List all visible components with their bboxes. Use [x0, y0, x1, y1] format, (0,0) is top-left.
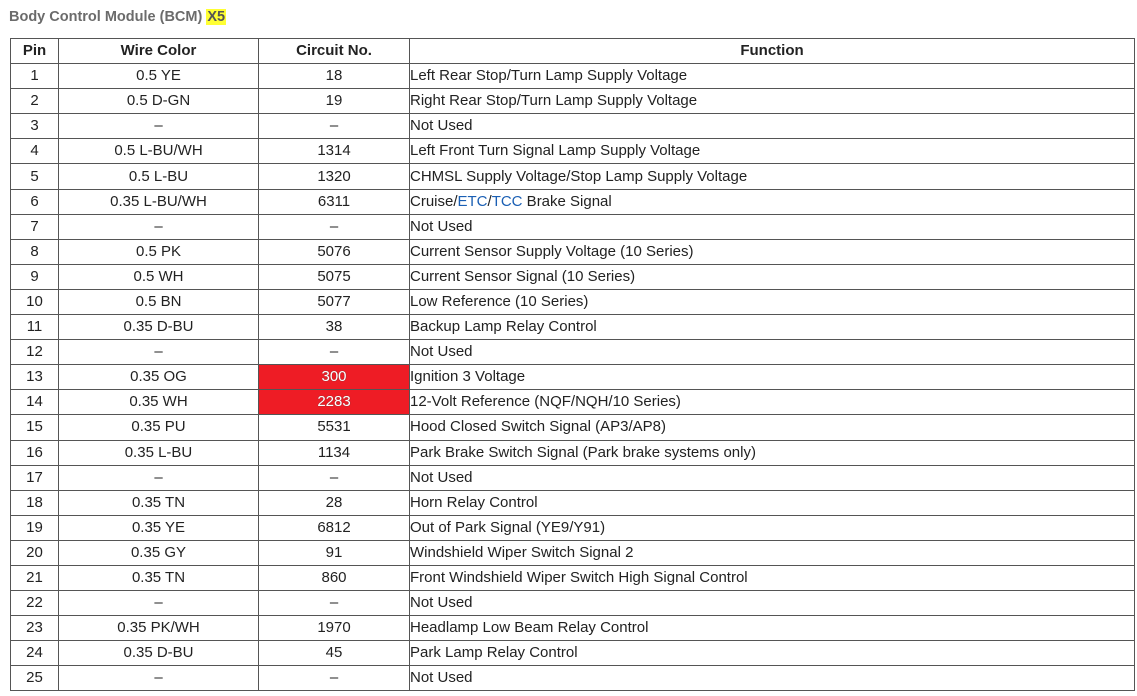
function-cell: Ignition 3 Voltage	[410, 365, 1135, 390]
table-row	[11, 365, 1135, 390]
circuit-cell: 18	[259, 64, 410, 89]
function-cell: Left Rear Stop/Turn Lamp Supply Voltage	[410, 64, 1135, 89]
function-cell: Not Used	[410, 465, 1135, 490]
pin-cell: 7	[11, 214, 59, 239]
pin-cell: 22	[11, 591, 59, 616]
wire-color-cell: 0.35 OG	[59, 365, 259, 390]
pin-cell: 8	[11, 239, 59, 264]
function-cell: Current Sensor Signal (10 Series)	[410, 264, 1135, 289]
pin-cell: 21	[11, 565, 59, 590]
pin-cell: 6	[11, 189, 59, 214]
pin-cell: 20	[11, 540, 59, 565]
wire-color-cell: 0.5 BN	[59, 289, 259, 314]
circuit-cell: 5077	[259, 289, 410, 314]
circuit-cell: 6311	[259, 189, 410, 214]
function-cell: Horn Relay Control	[410, 490, 1135, 515]
table-row	[11, 390, 1135, 415]
title-text: Body Control Module (BCM)	[9, 9, 203, 25]
circuit-cell: 860	[259, 565, 410, 590]
circuit-cell: 38	[259, 315, 410, 340]
function-cell	[410, 189, 1135, 214]
wire-color-cell: –	[59, 114, 259, 139]
wire-color-cell: 0.5 L-BU/WH	[59, 139, 259, 164]
wire-color-cell: 0.5 L-BU	[59, 164, 259, 189]
table-row	[11, 540, 1135, 565]
circuit-cell: 1134	[259, 440, 410, 465]
circuit-cell: 91	[259, 540, 410, 565]
pin-cell: 18	[11, 490, 59, 515]
circuit-cell: –	[259, 465, 410, 490]
wire-color-cell: 0.5 WH	[59, 264, 259, 289]
function-cell: Current Sensor Supply Voltage (10 Series)	[410, 239, 1135, 264]
wire-color-cell: –	[59, 465, 259, 490]
function-cell: Out of Park Signal (YE9/Y91)	[410, 515, 1135, 540]
wire-color-cell: 0.5 YE	[59, 64, 259, 89]
function-cell: Hood Closed Switch Signal (AP3/AP8)	[410, 415, 1135, 440]
function-cell: 12-Volt Reference (NQF/NQH/10 Series)	[410, 390, 1135, 415]
circuit-cell: 5076	[259, 239, 410, 264]
table-row	[11, 64, 1135, 89]
function-link[interactable]: TCC	[491, 192, 523, 210]
wire-color-cell: 0.35 D-BU	[59, 315, 259, 340]
wire-color-cell: 0.5 D-GN	[59, 89, 259, 114]
wire-color-cell: –	[59, 214, 259, 239]
circuit-cell: –	[259, 340, 410, 365]
function-cell: Low Reference (10 Series)	[410, 289, 1135, 314]
wire-color-cell: 0.35 WH	[59, 390, 259, 415]
function-text: Cruise/	[410, 192, 458, 210]
circuit-cell: 1314	[259, 139, 410, 164]
wire-color-cell: 0.35 PU	[59, 415, 259, 440]
table-row	[11, 515, 1135, 540]
function-cell: Windshield Wiper Switch Signal 2	[410, 540, 1135, 565]
table-header-row	[11, 39, 1135, 64]
function-cell: Headlamp Low Beam Relay Control	[410, 616, 1135, 641]
circuit-cell: 300	[259, 365, 410, 390]
circuit-cell: –	[259, 114, 410, 139]
circuit-cell: 5531	[259, 415, 410, 440]
table-row	[11, 415, 1135, 440]
header-wire-color: Wire Color	[59, 39, 259, 64]
pin-cell: 5	[11, 164, 59, 189]
table-row	[11, 139, 1135, 164]
table-row	[11, 440, 1135, 465]
pin-cell: 9	[11, 264, 59, 289]
wire-color-cell: –	[59, 340, 259, 365]
function-text: Brake Signal	[522, 192, 612, 210]
wire-color-cell: 0.35 TN	[59, 565, 259, 590]
function-link[interactable]: ETC	[457, 192, 488, 210]
table-row	[11, 189, 1135, 214]
pin-cell: 23	[11, 616, 59, 641]
connector-label: X5	[207, 9, 226, 25]
table-row	[11, 289, 1135, 314]
table-row	[11, 114, 1135, 139]
function-cell: CHMSL Supply Voltage/Stop Lamp Supply Voltage	[410, 164, 1135, 189]
function-cell: Front Windshield Wiper Switch High Signal Control	[410, 565, 1135, 590]
circuit-cell: 2283	[259, 390, 410, 415]
circuit-cell: 45	[259, 641, 410, 666]
table-body	[11, 64, 1135, 691]
pin-cell: 10	[11, 289, 59, 314]
pin-cell: 14	[11, 390, 59, 415]
table-row	[11, 465, 1135, 490]
wire-color-cell: 0.35 D-BU	[59, 641, 259, 666]
table-row	[11, 666, 1135, 691]
pin-cell: 17	[11, 465, 59, 490]
pin-cell: 19	[11, 515, 59, 540]
circuit-cell: 5075	[259, 264, 410, 289]
table-row	[11, 641, 1135, 666]
header-circuit-no: Circuit No.	[259, 39, 410, 64]
pin-cell: 25	[11, 666, 59, 691]
pin-cell: 3	[11, 114, 59, 139]
function-cell: Not Used	[410, 591, 1135, 616]
function-cell: Backup Lamp Relay Control	[410, 315, 1135, 340]
pinout-table	[10, 38, 1135, 691]
table-row	[11, 490, 1135, 515]
table-row	[11, 239, 1135, 264]
wire-color-cell: 0.35 L-BU	[59, 440, 259, 465]
table-row	[11, 591, 1135, 616]
function-cell: Not Used	[410, 114, 1135, 139]
function-cell: Left Front Turn Signal Lamp Supply Voltage	[410, 139, 1135, 164]
table-row	[11, 214, 1135, 239]
pin-cell: 15	[11, 415, 59, 440]
pin-cell: 1	[11, 64, 59, 89]
function-text: /	[487, 192, 492, 210]
circuit-cell: –	[259, 214, 410, 239]
function-cell: Not Used	[410, 214, 1135, 239]
wire-color-cell: –	[59, 591, 259, 616]
page-title	[9, 7, 226, 27]
wire-color-cell: 0.35 PK/WH	[59, 616, 259, 641]
pin-cell: 11	[11, 315, 59, 340]
circuit-cell: 1320	[259, 164, 410, 189]
table-row	[11, 264, 1135, 289]
table-row	[11, 565, 1135, 590]
table-row	[11, 315, 1135, 340]
wire-color-cell: 0.35 GY	[59, 540, 259, 565]
function-cell: Park Brake Switch Signal (Park brake systems only)	[410, 440, 1135, 465]
pin-cell: 13	[11, 365, 59, 390]
pin-cell: 16	[11, 440, 59, 465]
pin-cell: 24	[11, 641, 59, 666]
circuit-cell: 1970	[259, 616, 410, 641]
wire-color-cell: 0.35 L-BU/WH	[59, 189, 259, 214]
table-row	[11, 89, 1135, 114]
pin-cell: 2	[11, 89, 59, 114]
function-cell: Not Used	[410, 340, 1135, 365]
circuit-cell: 19	[259, 89, 410, 114]
circuit-cell: 28	[259, 490, 410, 515]
table-row	[11, 340, 1135, 365]
pin-cell: 4	[11, 139, 59, 164]
function-cell: Not Used	[410, 666, 1135, 691]
header-function: Function	[410, 39, 1135, 64]
table-row	[11, 616, 1135, 641]
wire-color-cell: 0.5 PK	[59, 239, 259, 264]
table-row	[11, 164, 1135, 189]
circuit-cell: –	[259, 591, 410, 616]
wire-color-cell: –	[59, 666, 259, 691]
circuit-cell: 6812	[259, 515, 410, 540]
wire-color-cell: 0.35 TN	[59, 490, 259, 515]
function-cell: Park Lamp Relay Control	[410, 641, 1135, 666]
header-pin: Pin	[11, 39, 59, 64]
function-cell: Right Rear Stop/Turn Lamp Supply Voltage	[410, 89, 1135, 114]
circuit-cell: –	[259, 666, 410, 691]
pin-cell: 12	[11, 340, 59, 365]
wire-color-cell: 0.35 YE	[59, 515, 259, 540]
